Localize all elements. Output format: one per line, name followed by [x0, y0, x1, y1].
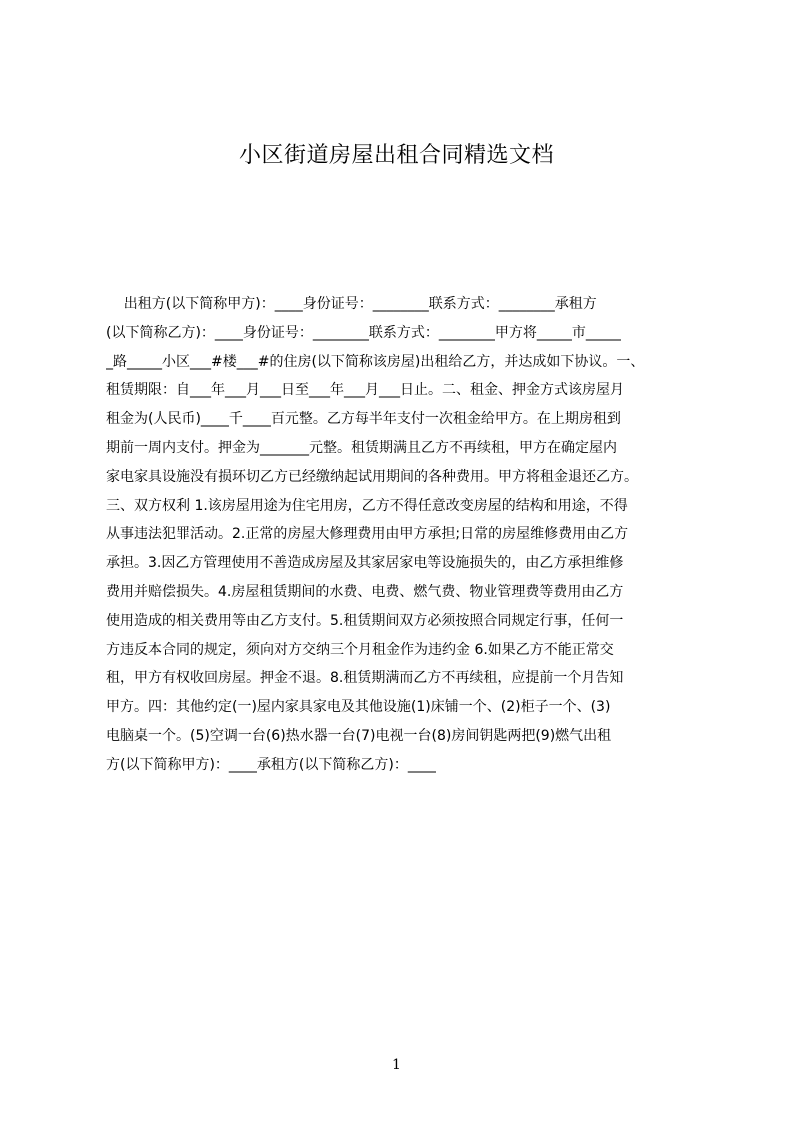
body-line: 费用并赔偿损失。4.房屋租赁期间的水费、电费、燃气费、物业管理费等费用由乙方	[106, 583, 624, 600]
body-line: 使用造成的相关费用等由乙方支付。5.租赁期间双方必须按照合同规定行事，任何一	[106, 612, 624, 629]
body-line: 从事违法犯罪活动。2.正常的房屋大修理费用由甲方承担;日常的房屋维修费用由乙方	[106, 526, 629, 543]
body-line: 方(以下简称甲方)：____承租方(以下简称乙方)：____	[106, 756, 436, 773]
body-line: 家电家具设施没有损环切乙方已经缴纳起试用期间的各种费用。甲方将租金退还乙方。	[106, 468, 638, 485]
page-number: 1	[392, 1057, 401, 1073]
body-line: 甲方。四：其他约定(一)屋内家具家电及其他设施(1)床铺一个、(2)柜子一个、(3)	[106, 699, 611, 716]
body-line: 租，甲方有权收回房屋。押金不退。8.租赁期满而乙方不再续租，应提前一个月告知	[106, 670, 624, 687]
body-line: 三、双方权利 1.该房屋用途为住宅用房，乙方不得任意改变房屋的结构和用途，不得	[106, 497, 628, 514]
body-line: 方违反本合同的规定，须向对方交纳三个月租金作为违约金 6.如果乙方不能正常交	[106, 641, 614, 658]
body-line: _路_____小区___#楼___#的住房(以下简称该房屋)出租给乙方，并达成如下协议。一、	[106, 353, 645, 370]
body-line: 租赁期限：自___年___月___日至___年___月___日止。二、租金、押金方式该房屋月	[106, 382, 624, 399]
contract-body	[106, 290, 698, 780]
body-line: 电脑桌一个。(5)空调一台(6)热水器一台(7)电视一台(8)房间钥匙两把(9)燃气出租	[106, 727, 612, 744]
body-line: 期前一周内支付。押金为_______元整。租赁期满且乙方不再续租，甲方在确定屋内	[106, 439, 617, 456]
body-line: 承担。3.因乙方管理使用不善造成房屋及其家居家电等设施损失的，由乙方承担维修	[106, 555, 624, 572]
body-line: (以下简称乙方)：____身份证号：________联系方式：________甲方将_____市_____	[106, 324, 621, 341]
document-title: 小区街道房屋出租合同精选文档	[238, 143, 554, 168]
body-line: 租金为(人民币)____千____百元整。乙方每半年支付一次租金给甲方。在上期房租到	[106, 411, 621, 428]
body-line: 出租方(以下简称甲方)：____身份证号：________联系方式：________承租方	[106, 296, 597, 312]
